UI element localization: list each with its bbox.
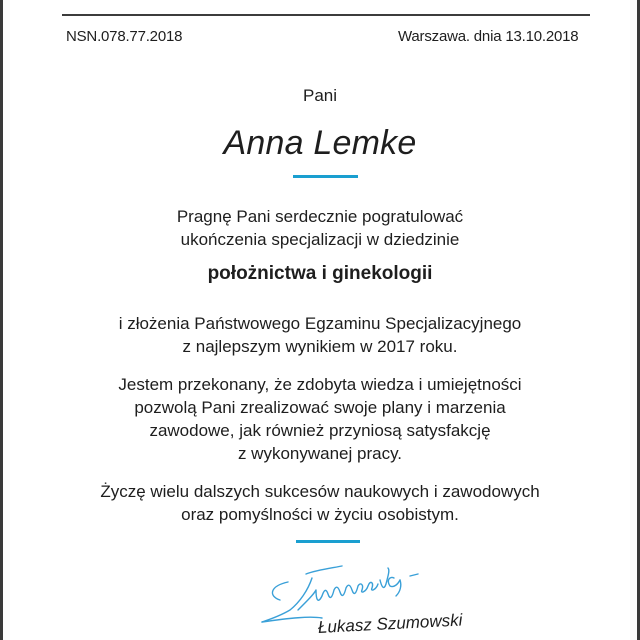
- wishes-paragraph: [0, 480, 640, 526]
- text-line: z wykonywanej pracy.: [237, 444, 403, 463]
- place-date: Warszawa. dnia 13.10.2018: [398, 28, 579, 45]
- text-line: oraz pomyślności w życiu osobistym.: [181, 505, 459, 524]
- salutation: Pani: [302, 86, 338, 105]
- text-line: Pragnę Pani serdecznie pogratulować: [176, 207, 464, 226]
- text-line: pozwolą Pani zrealizować swoje plany i marzenia: [134, 398, 506, 417]
- text-line: ukończenia specjalizacji w dziedzinie: [180, 230, 460, 249]
- conviction-paragraph: [0, 373, 640, 465]
- signer-name: Łukasz Szumowski: [317, 610, 463, 637]
- accent-divider-top: [293, 175, 358, 178]
- text-line: zawodowe, jak również przyniosą satysfakcję: [149, 421, 491, 440]
- recipient-name: Anna Lemke: [223, 124, 417, 162]
- accent-divider-bottom: [296, 540, 360, 543]
- text-line: Życzę wielu dalszych sukcesów naukowych i zawodowych: [100, 482, 540, 501]
- congratulation-paragraph: [0, 205, 640, 251]
- exam-paragraph: [0, 312, 640, 358]
- text-line: z najlepszym wynikiem w 2017 roku.: [182, 337, 458, 356]
- header-rule: [62, 14, 590, 16]
- text-line: i złożenia Państwowego Egzaminu Specjalizacyjnego: [118, 314, 522, 333]
- reference-number: NSN.078.77.2018: [66, 28, 183, 45]
- text-line: Jestem przekonany, że zdobyta wiedza i umiejętności: [118, 375, 522, 394]
- specialty-title: położnictwa i ginekologii: [207, 263, 433, 284]
